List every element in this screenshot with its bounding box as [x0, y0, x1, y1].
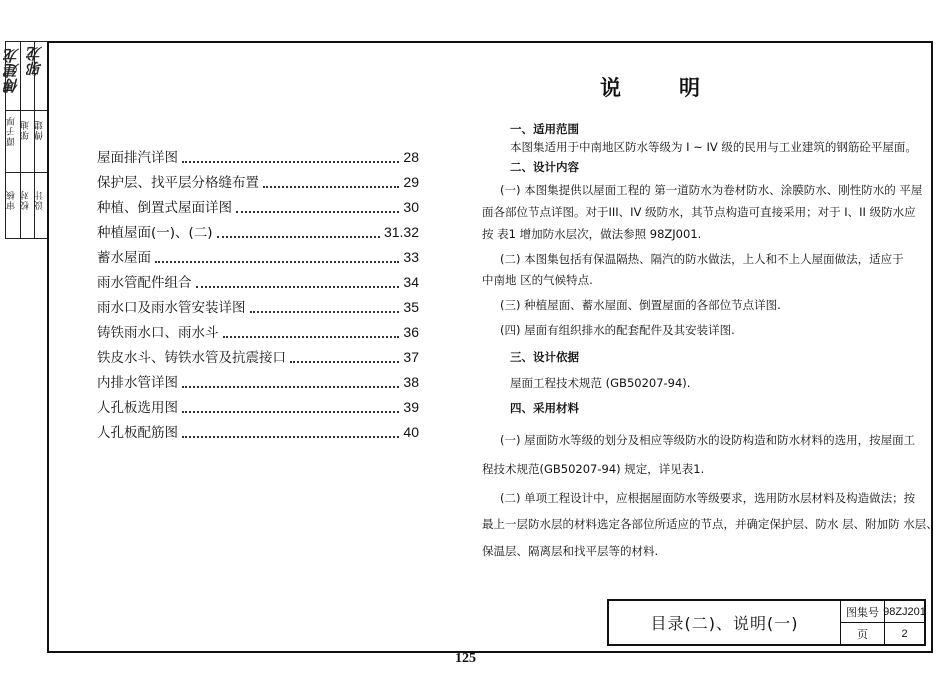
signature-2: 邬龙 — [26, 46, 44, 76]
toc-leader — [263, 186, 399, 188]
toc-page: 39 — [403, 399, 419, 415]
role-review-label: 审核 — [7, 190, 17, 210]
toc-row — [97, 345, 419, 370]
toc-title: 屋面排汽详图 — [97, 150, 178, 166]
toc-title: 铸铁雨水口、雨水斗 — [97, 325, 219, 341]
toc-page: 30 — [403, 199, 419, 215]
notes-title: 说明 — [600, 76, 758, 100]
name-2: 邬迪 — [21, 120, 31, 140]
toc-page: 34 — [403, 274, 419, 290]
toc-row — [97, 145, 419, 170]
toc-leader — [223, 336, 400, 338]
toc-leader — [182, 411, 399, 413]
toc-row — [97, 420, 419, 445]
toc-title: 保护层、找平层分格缝布置 — [97, 175, 259, 191]
note-line: 面各部位节点详图。对于III、IV 级防水，其节点构造可直接采用；对于 I、II 级防水应 — [482, 205, 916, 219]
section-heading: 三、设计依据 — [510, 350, 579, 364]
toc-page: 36 — [403, 324, 419, 340]
toc-row — [97, 370, 419, 395]
toc-leader — [155, 261, 399, 263]
note-line: 中南地 区的气候特点. — [482, 273, 593, 287]
title-block — [607, 599, 926, 646]
note-line: 按 表1 增加防水层次，做法参照 98ZJ001. — [482, 227, 702, 241]
toc-title: 人孔板选用图 — [97, 400, 178, 416]
toc-page: 37 — [403, 349, 419, 365]
signature-strip — [5, 41, 47, 239]
note-line: (一) 屋面防水等级的划分及相应等级防水的设防构造和防水材料的选用，按屋面工 — [500, 433, 916, 447]
toc-row — [97, 220, 419, 245]
toc-row — [97, 320, 419, 345]
toc-title: 种植、倒置式屋面详图 — [97, 200, 232, 216]
toc-leader — [196, 286, 400, 288]
toc-row — [97, 170, 419, 195]
toc-page: 29 — [403, 174, 419, 190]
toc-title: 雨水管配件组合 — [97, 275, 192, 291]
toc-page: 35 — [403, 299, 419, 315]
toc-leader — [182, 161, 399, 163]
signature-1: 傅建龙 — [3, 48, 21, 93]
name-3: 傅建 — [35, 120, 45, 140]
toc-page: 28 — [403, 149, 419, 165]
sheet-page-value: 2 — [901, 627, 908, 640]
toc-leader — [217, 236, 380, 238]
toc-row — [97, 195, 419, 220]
toc-page: 40 — [403, 424, 419, 440]
toc-leader — [290, 361, 399, 363]
toc-title: 雨水口及雨水管安装详图 — [97, 300, 246, 316]
toc-title: 人孔板配筋图 — [97, 425, 178, 441]
toc-title: 蓄水屋面 — [97, 250, 151, 266]
atlas-number-value: 98ZJ201 — [885, 601, 924, 623]
note-line: (二) 本图集包括有保温隔热、隔汽的防水做法，上人和不上人屋面做法，适应于 — [500, 252, 904, 266]
toc-title: 种植屋面(一)、(二) — [97, 225, 213, 241]
toc-row — [97, 295, 419, 320]
toc-leader — [182, 436, 399, 438]
note-line: (四) 屋面有组织排水的配套配件及其安装详图. — [500, 323, 735, 337]
toc-title: 铁皮水斗、铸铁水管及抗震接口 — [97, 350, 286, 366]
note-line: 本图集适用于中南地区防水等级为 I ~ IV 级的民用与工业建筑的钢筋砼平屋面。 — [510, 140, 917, 154]
note-line: 保温层、隔离层和找平层等的材料. — [482, 544, 659, 558]
note-line: 程技术规范(GB50207-94) 规定，详见表1. — [482, 462, 705, 476]
sheet-page-label: 页 — [841, 623, 885, 644]
toc-row — [97, 395, 419, 420]
role-design-label: 设计 — [35, 190, 45, 210]
atlas-number-label: 图集号 — [841, 601, 885, 623]
toc-page: 38 — [403, 374, 419, 390]
toc-leader — [236, 211, 399, 213]
section-heading: 四、采用材料 — [510, 401, 579, 415]
section-heading: 二、设计内容 — [510, 160, 579, 174]
note-line: 最上一层防水层的材料选定各部位所适应的节点，并确定保护层、防水 层、附加防 水层、 — [482, 517, 938, 531]
section-heading: 一、适用范围 — [510, 122, 579, 136]
page-number: 125 — [455, 651, 476, 666]
note-line: 屋面工程技术规范 (GB50207-94). — [510, 376, 691, 390]
toc-page: 33 — [403, 249, 419, 265]
note-line: (三) 种植屋面、蓄水屋面、倒置屋面的各部位节点详图. — [500, 298, 781, 312]
role-check-label: 校对 — [21, 190, 31, 210]
drawing-title: 目录(二)、说明(一) — [609, 601, 841, 644]
toc-title: 内排水管详图 — [97, 375, 178, 391]
toc-row — [97, 270, 419, 295]
note-line: (二) 单项工程设计中，应根据屋面防水等级要求，选用防水层材料及构造做法；按 — [500, 491, 916, 505]
toc-leader — [250, 311, 400, 313]
toc-list — [97, 145, 419, 445]
note-line: (一) 本图集提供以屋面工程的 第一道防水为卷材防水、涂膜防水、刚性防水的 平屋 — [500, 183, 923, 197]
name-1: 谭子厚 — [7, 116, 17, 146]
toc-leader — [182, 386, 399, 388]
toc-row — [97, 245, 419, 270]
toc-page: 31.32 — [383, 224, 419, 240]
